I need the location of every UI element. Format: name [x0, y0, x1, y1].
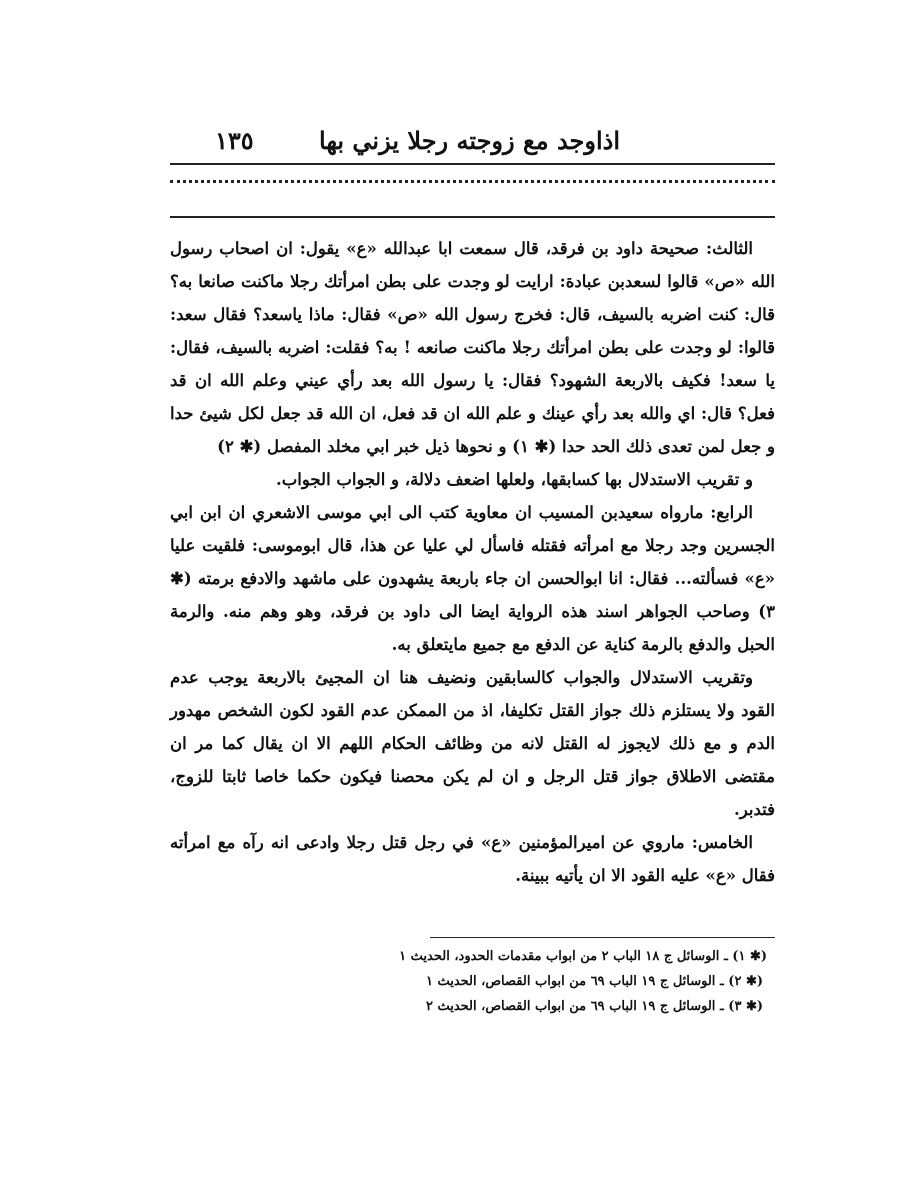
- page-number: ١٣٥: [215, 126, 254, 155]
- footnote-rule: [430, 937, 775, 938]
- paragraph: الثالث: صحيحة داود بن فرقد، قال سمعت ابا عبدالله «ع» يقول: ان اصحاب رسول الله «ص» قالوا لسعدبن عبادة: ارايت لو وجدت على بطن امرأتك رجلا ماكنت صانعا به؟ قال: كنت اضربه بالسيف، قال: فخرج رسول الله «ص» فقال: ماذا ياسعد؟ فقال سعد: قالوا: لو وجدت على بطن امرأتك رجلا ماكنت صانعه ! به؟ فقلت: اضربه بالسيف، فقال: يا سعد! فكيف بالاربعة الشهود؟ فقال: يا رسول الله بعد رأي عيني وعلم الله ان قد فعل؟ قال: اي والله بعد رأي عينك و علم الله ان قد فعل، ان الله قد جعل لكل شيئ حدا و جعل لمن تعدى ذلك الحد حدا (✱ ١) و نحوها ذيل خبر ابي مخلد المفصل (✱ ٢): [170, 239, 775, 456]
- paragraph: الرابع: مارواه سعيدبن المسيب ان معاوية كتب الى ابي موسى الاشعري ان ابن ابي الجسرين وجد رجلا مع امرأته فقتله فاسأل لي عليا عن هذا، قال ابوموسى: فلقيت عليا «ع» فسألته... فقال: انا ابوالحسن ان جاء باربعة يشهدون على ماشهد والادفع برمته (✱ ٣) وصاحب الجواهر اسند هذه الرواية ايضا الى داود بن فرقد، وهو وهم منه. والرمة الحبل والدفع بالرمة كناية عن الدفع مع جميع مايتعلق به.: [170, 503, 775, 654]
- running-title: اذاوجد مع زوجته رجلا يزني بها: [319, 126, 620, 155]
- header-rule: [170, 163, 775, 165]
- footnote-item: (✱ ١) ـ الوسائل ج ١٨ الباب ٢ من ابواب مقدمات الحدود، الحديث ١: [399, 949, 767, 964]
- page-header: [170, 122, 775, 162]
- header-rule-lower: [170, 216, 775, 218]
- main-text: [170, 232, 775, 892]
- footnotes: [350, 944, 775, 1019]
- dotted-separator: [170, 180, 775, 195]
- footnote-item: (✱ ٣) ـ الوسائل ج ١٩ الباب ٦٩ من ابواب القصاص، الحديث ٢: [425, 999, 763, 1014]
- paragraph: وتقريب الاستدلال والجواب كالسابقين ونضيف هنا ان المجيئ بالاربعة يوجب عدم القود ولا يستلزم ذلك جواز القتل تكليفا، اذ من الممكن عدم القود لكون الشخص مهدور الدم و مع ذلك لايجوز له القتل لانه من وظائف الحكام اللهم الا ان يقال كما مر ان مقتضى الاطلاق جواز قتل الرجل و ان لم يكن محصنا فيكون حكما خاصا ثابتا للزوج، فتدبر.: [170, 668, 775, 819]
- paragraph: و تقريب الاستدلال بها كسابقها، ولعلها اضعف دلالة، و الجواب الجواب.: [276, 470, 753, 489]
- footnote-item: (✱ ٢) ـ الوسائل ج ١٩ الباب ٦٩ من ابواب القصاص، الحديث ١: [425, 974, 763, 989]
- paragraph: الخامس: ماروي عن اميرالمؤمنين «ع» في رجل قتل رجلا وادعى انه رآه مع امرأته فقال «ع» عليه القود الا ان يأتيه ببينة.: [170, 833, 775, 885]
